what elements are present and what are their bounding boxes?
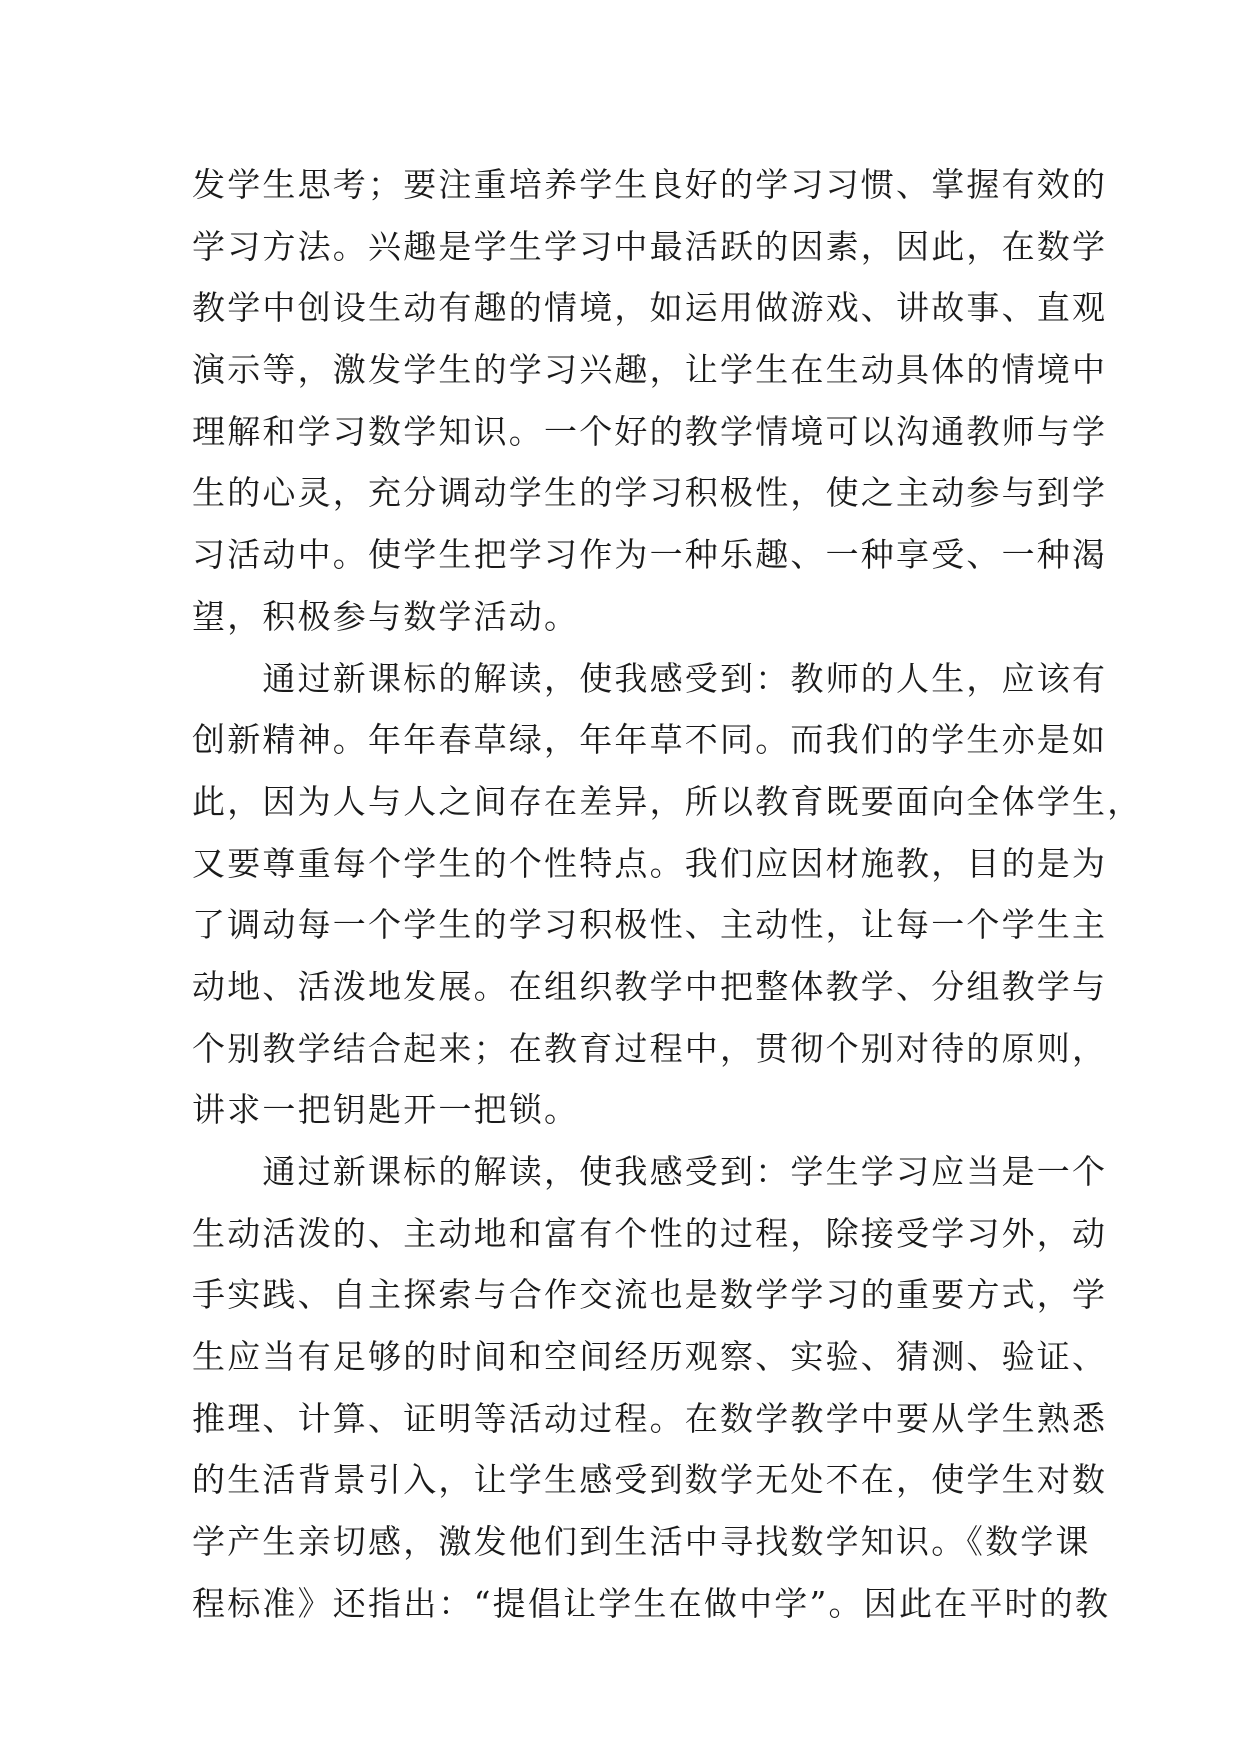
text-line: 推理、计算、证明等活动过程。在数学教学中要从学生熟悉 [192, 1398, 1108, 1438]
text-line: 理解和学习数学知识。一个好的教学情境可以沟通教师与学 [192, 411, 1108, 451]
text-line: 此，因为人与人之间存在差异，所以教育既要面向全体学生， [192, 781, 1143, 821]
text-line: 创新精神。年年春草绿，年年草不同。而我们的学生亦是如 [192, 720, 1108, 760]
text-line: 手实践、自主探索与合作交流也是数学学习的重要方式，学 [192, 1275, 1108, 1315]
text-line: 望，积极参与数学活动。 [192, 596, 580, 636]
text-line: 通过新课标的解读，使我感受到：教师的人生，应该有 [192, 658, 1108, 698]
body-text [192, 154, 1143, 1635]
text-line: 习活动中。使学生把学习作为一种乐趣、一种享受、一种渴 [192, 535, 1108, 575]
text-line: 学习方法。兴趣是学生学习中最活跃的因素，因此，在数学 [192, 226, 1108, 266]
text-line: 发学生思考；要注重培养学生良好的学习习惯、掌握有效的 [192, 165, 1108, 204]
text-line: 教学中创设生动有趣的情境，如运用做游戏、讲故事、直观 [192, 288, 1108, 328]
text-line: 程标准》还指出：“提倡让学生在做中学”。因此在平时的教 [192, 1583, 1111, 1623]
text-line: 的生活背景引入，让学生感受到数学无处不在，使学生对数 [192, 1460, 1108, 1500]
text-line: 演示等，激发学生的学习兴趣，让学生在生动具体的情境中 [192, 350, 1108, 390]
text-line: 个别教学结合起来；在教育过程中，贯彻个别对待的原则， [192, 1028, 1108, 1068]
text-line: 讲求一把钥匙开一把锁。 [192, 1090, 580, 1130]
text-line: 通过新课标的解读，使我感受到：学生学习应当是一个 [192, 1152, 1108, 1191]
text-line: 又要尊重每个学生的个性特点。我们应因材施教，目的是为 [192, 843, 1108, 883]
text-line: 生应当有足够的时间和空间经历观察、实验、猜测、验证、 [192, 1337, 1108, 1377]
text-line: 生动活泼的、主动地和富有个性的过程，除接受学习外，动 [192, 1213, 1108, 1253]
text-line: 动地、活泼地发展。在组织教学中把整体教学、分组教学与 [192, 966, 1108, 1006]
text-line: 学产生亲切感，激发他们到生活中寻找数学知识。《数学课 [192, 1522, 1091, 1562]
text-line: 了调动每一个学生的学习积极性、主动性，让每一个学生主 [192, 905, 1108, 945]
text-line: 生的心灵，充分调动学生的学习积极性，使之主动参与到学 [192, 473, 1108, 513]
